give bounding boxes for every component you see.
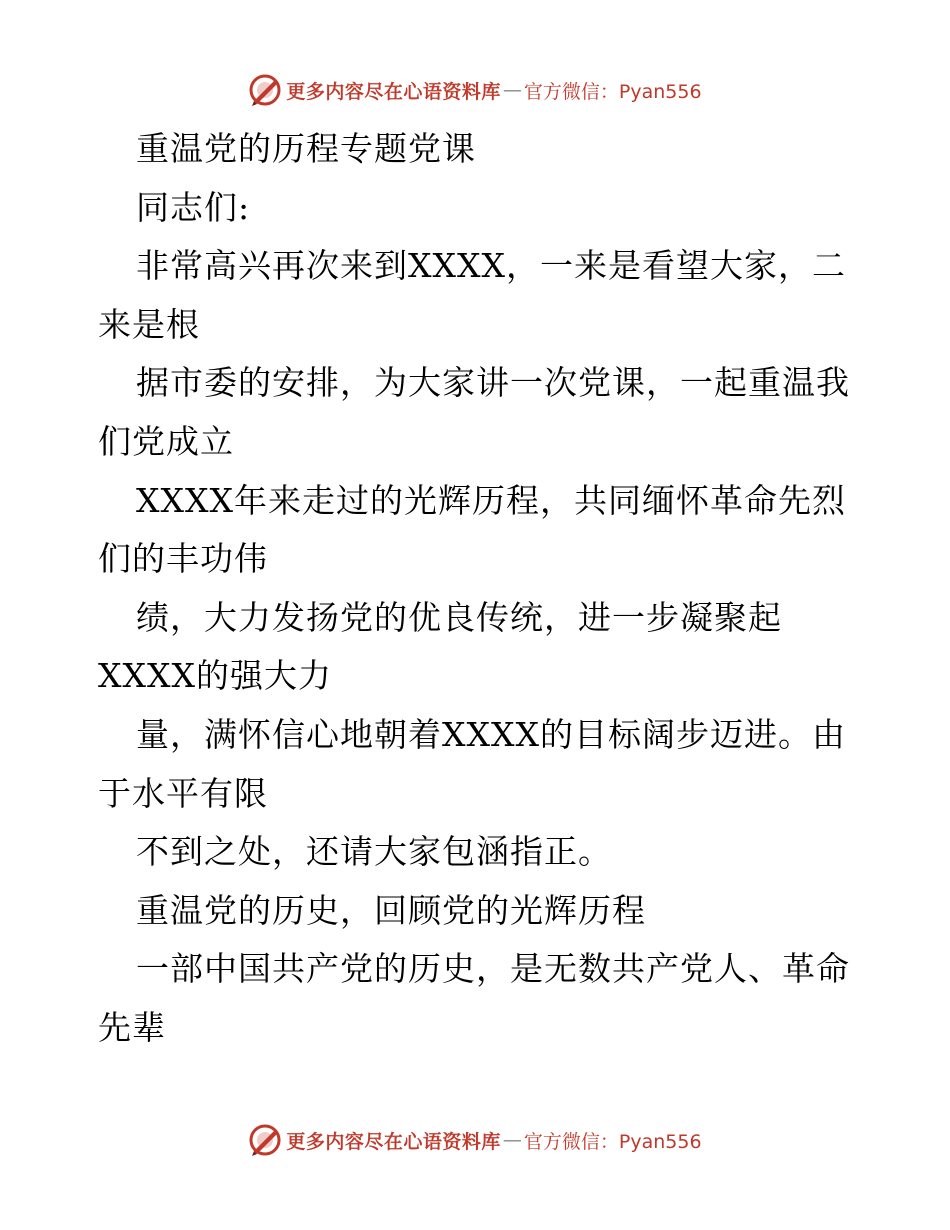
banner-separator: — [502,79,522,101]
pen-logo-icon [248,73,282,107]
footer-banner [0,1120,950,1160]
text-line: 量，满怀信心地朝着XXXX的目标阔步迈进。由 [136,714,846,754]
text-line: 不到之处，还请大家包涵指正。 [136,832,612,872]
text-line: 非常高兴再次来到XXXX，一来是看望大家，二 [136,246,846,286]
salutation: 同志们: [136,187,251,227]
banner-contact: 官方微信：Pyan556 [523,1130,702,1153]
text-line: 们的丰功伟 [98,539,268,579]
header-banner [0,70,950,110]
section-heading: 重温党的历史，回顾党的光辉历程 [136,890,646,930]
text-line: 绩，大力发扬党的优良传统，进一步凝聚起 [136,597,782,637]
text-line: 一部中国共产党的历史，是无数共产党人、革命 [136,949,850,989]
text-line: XXXX的强大力 [98,656,332,696]
text-line: 先辈 [98,1007,166,1047]
banner-title: 更多内容尽在心语资料库 [286,1130,501,1153]
text-line: 于水平有限 [98,773,268,813]
banner-title: 更多内容尽在心语资料库 [286,80,501,103]
banner-contact: 官方微信：Pyan556 [523,80,702,103]
text-line: 来是根 [98,304,200,344]
document-body [98,120,858,1058]
document-title: 重温党的历程专题党课 [136,129,476,168]
banner-separator: — [502,1129,522,1151]
text-line: XXXX年来走过的光辉历程，共同缅怀革命先烈 [136,480,846,520]
text-line: 们党成立 [98,421,234,461]
text-line: 据市委的安排，为大家讲一次党课，一起重温我 [136,363,850,403]
pen-logo-icon [248,1123,282,1157]
